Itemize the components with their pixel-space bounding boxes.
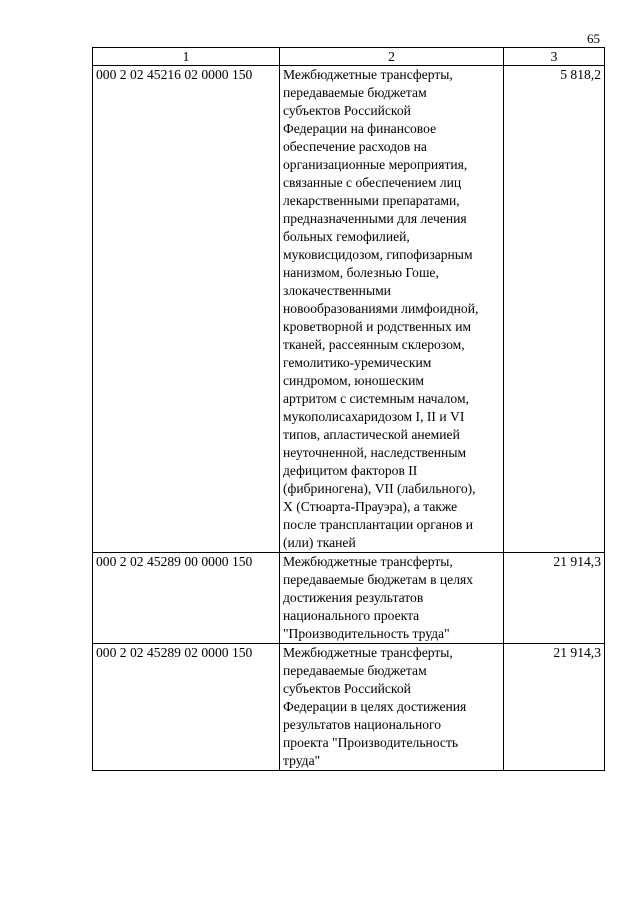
description-line: субъектов Российской [283,681,411,696]
description-line: новообразованиями лимфоидной, [283,301,479,316]
description-line: Межбюджетные трансферты, [283,645,453,660]
description-line: дефицитом факторов II [283,463,418,478]
budget-code-cell: 000 2 02 45289 00 0000 150 [93,553,280,644]
description-line: больных гемофилией, [283,229,410,244]
description-line: проекта "Производительность [283,735,459,750]
description-line: злокачественными [283,283,391,298]
table-row [93,553,605,644]
description-line: передаваемые бюджетам [283,85,427,100]
description-line: тканей, рассеянным склерозом, [283,337,465,352]
table-row [93,644,605,771]
description-line: муковисцидозом, гипофизарным [283,247,473,262]
description-cell [280,66,504,553]
description-line: национального проекта [283,608,420,623]
description-line: субъектов Российской [283,103,411,118]
description-line: предназначенными для лечения [283,211,467,226]
description-line: мукополисахаридозом I, II и VI [283,409,465,424]
description-line: X (Стюарта-Прауэра), а также [283,499,458,514]
header-col-3: 3 [504,48,605,66]
description-line: кроветворной и родственных им [283,319,472,334]
description-line: (фибриногена), VII (лабильного), [283,481,476,496]
description-line: типов, апластической анемией [283,427,460,442]
page-number: 65 [587,31,600,46]
description-line: связанные с обеспечением лиц [283,175,462,190]
table-row [93,66,605,553]
header-col-2: 2 [280,48,504,66]
budget-code-cell: 000 2 02 45289 02 0000 150 [93,644,280,771]
amount-cell: 21 914,3 [504,553,605,644]
description-cell [280,553,504,644]
amount-cell: 5 818,2 [504,66,605,553]
description-line: гемолитико-уремическим [283,355,432,370]
table-body [93,66,605,771]
description-line: передаваемые бюджетам [283,663,427,678]
description-line: обеспечение расходов на [283,139,427,154]
description-line: организационные мероприятия, [283,157,468,172]
description-line: артритом с системным началом, [283,391,469,406]
description-line: Федерации на финансовое [283,121,437,136]
description-line: синдромом, юношеским [283,373,424,388]
description-line: Федерации в целях достижения [283,699,467,714]
description-line: "Производительность труда" [283,626,450,641]
description-line: труда" [283,753,321,768]
description-line: лекарственными препаратами, [283,193,460,208]
budget-code-cell: 000 2 02 45216 02 0000 150 [93,66,280,553]
description-line: нанизмом, болезнью Гоше, [283,265,439,280]
description-line: после трансплантации органов и [283,517,474,532]
budget-table [92,47,605,771]
description-line: передаваемые бюджетам в целях [283,572,474,587]
description-line: результатов национального [283,717,442,732]
header-col-1: 1 [93,48,280,66]
amount-cell: 21 914,3 [504,644,605,771]
description-line: (или) тканей [283,535,356,550]
description-cell [280,644,504,771]
description-line: Межбюджетные трансферты, [283,554,453,569]
description-line: неуточненной, наследственным [283,445,467,460]
table-header-row [93,48,605,66]
description-line: Межбюджетные трансферты, [283,67,453,82]
description-line: достижения результатов [283,590,424,605]
